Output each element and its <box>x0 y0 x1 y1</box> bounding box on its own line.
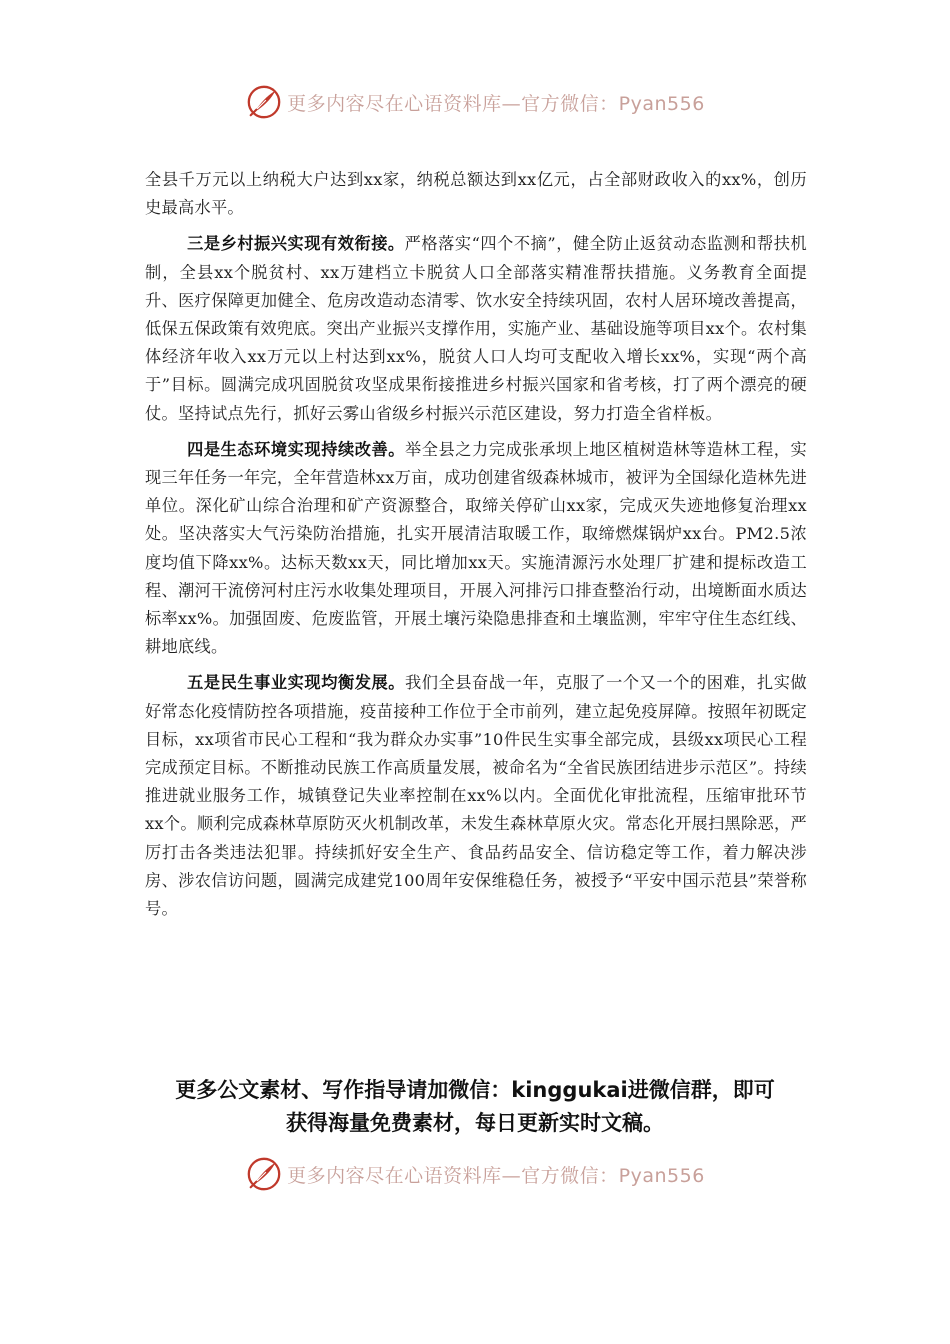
feather-pen-circle-icon <box>245 83 283 121</box>
paragraph-lead: 四是生态环境实现持续改善。 <box>187 439 406 459</box>
promo-note <box>120 1074 830 1140</box>
paragraph-ecology <box>145 436 807 662</box>
banner-wechat-id: Pyan556 <box>618 1164 705 1187</box>
paragraph-livelihood <box>145 669 807 923</box>
banner-text: 更多内容尽在心语资料库—官方微信：Pyan556 <box>287 92 705 115</box>
paragraph-lead: 五是民生事业实现均衡发展。 <box>187 673 406 693</box>
paragraph-text: 举全县之力完成张承坝上地区植树造林等造林工程，实现三年任务一年完，全年营造林xx万亩，成功创建省级森林城市，被评为全国绿化造林先进单位。深化矿山综合治理和矿产资源整合，取缔关停矿山xx家，完成灭失迹地修复治理xx处。坚决落实大气污染防治措施，扎实开展清洁取暖工作，取缔燃煤锅炉xx台。PM2.5浓度均值下降xx%。达标天数xx天，同比增加xx天。实施清源污水处理厂扩建和提标改造工程、潮河干流傍河村庄污水收集处理项目，开展入河排污口排查整治行动，出境断面水质达标率xx%。加强固废、危废监管，开展土壤污染隐患排查和土壤监测，牢牢守住生态红线、耕地底线。 <box>145 439 808 657</box>
promo-line-1: 更多公文素材、写作指导请加微信：kinggukai进微信群，即可 <box>175 1078 775 1102</box>
feather-pen-circle-icon <box>245 1155 283 1193</box>
promo-line-2: 获得海量免费素材，每日更新实时文稿。 <box>286 1111 664 1135</box>
banner-text: 更多内容尽在心语资料库—官方微信：Pyan556 <box>287 1164 705 1187</box>
footer-watermark-banner <box>0 1152 950 1196</box>
paragraph-text: 我们全县奋战一年，克服了一个又一个的困难，扎实做好常态化疫情防控各项措施，疫苗接种工作位于全市前列，建立起免疫屏障。按照年初既定目标，xx项省市民心工程和“我为群众办实事”10件民生实事全部完成，县级xx项民心工程完成预定目标。不断推动民族工作高质量发展，被命名为“全省民族团结进步示范区”。持续推进就业服务工作，城镇登记失业率控制在xx%以内。全面优化审批流程，压缩审批环节xx个。顺利完成森林草原防灭火机制改革，未发生森林草原火灾。常态化开展扫黑除恶，严厉打击各类违法犯罪。持续抓好安全生产、食品药品安全、信访稳定等工作，着力解决涉房、涉农信访问题，圆满完成建党100周年安保维稳任务，被授予“平安中国示范县”荣誉称号。 <box>145 673 808 919</box>
header-watermark-banner <box>0 80 950 124</box>
paragraph-rural-revitalization <box>145 230 807 427</box>
paragraph-1: 全县千万元以上纳税大户达到xx家，纳税总额达到xx亿元，占全部财政收入的xx%，创历史最高水平。 <box>145 170 807 218</box>
banner-wechat-id: Pyan556 <box>618 92 705 115</box>
document-body <box>145 166 807 923</box>
paragraph-lead: 三是乡村振兴实现有效衔接。 <box>187 234 405 254</box>
paragraph-text: 严格落实“四个不摘”，健全防止返贫动态监测和帮扶机制，全县xx个脱贫村、xx万建档立卡脱贫人口全部落实精准帮扶措施。义务教育全面提升、医疗保障更加健全、危房改造动态清零、饮水安全持续巩固，农村人居环境改善提高，低保五保政策有效兜底。突出产业振兴支撑作用，实施产业、基础设施等项目xx个。农村集体经济年收入xx万元以上村达到xx%，脱贫人口人均可支配收入增长xx%，实现“两个高于”目标。圆满完成巩固脱贫攻坚成果衔接推进乡村振兴国家和省考核，打了两个漂亮的硬仗。坚持试点先行，抓好云雾山省级乡村振兴示范区建设，努力打造全省样板。 <box>145 234 807 423</box>
